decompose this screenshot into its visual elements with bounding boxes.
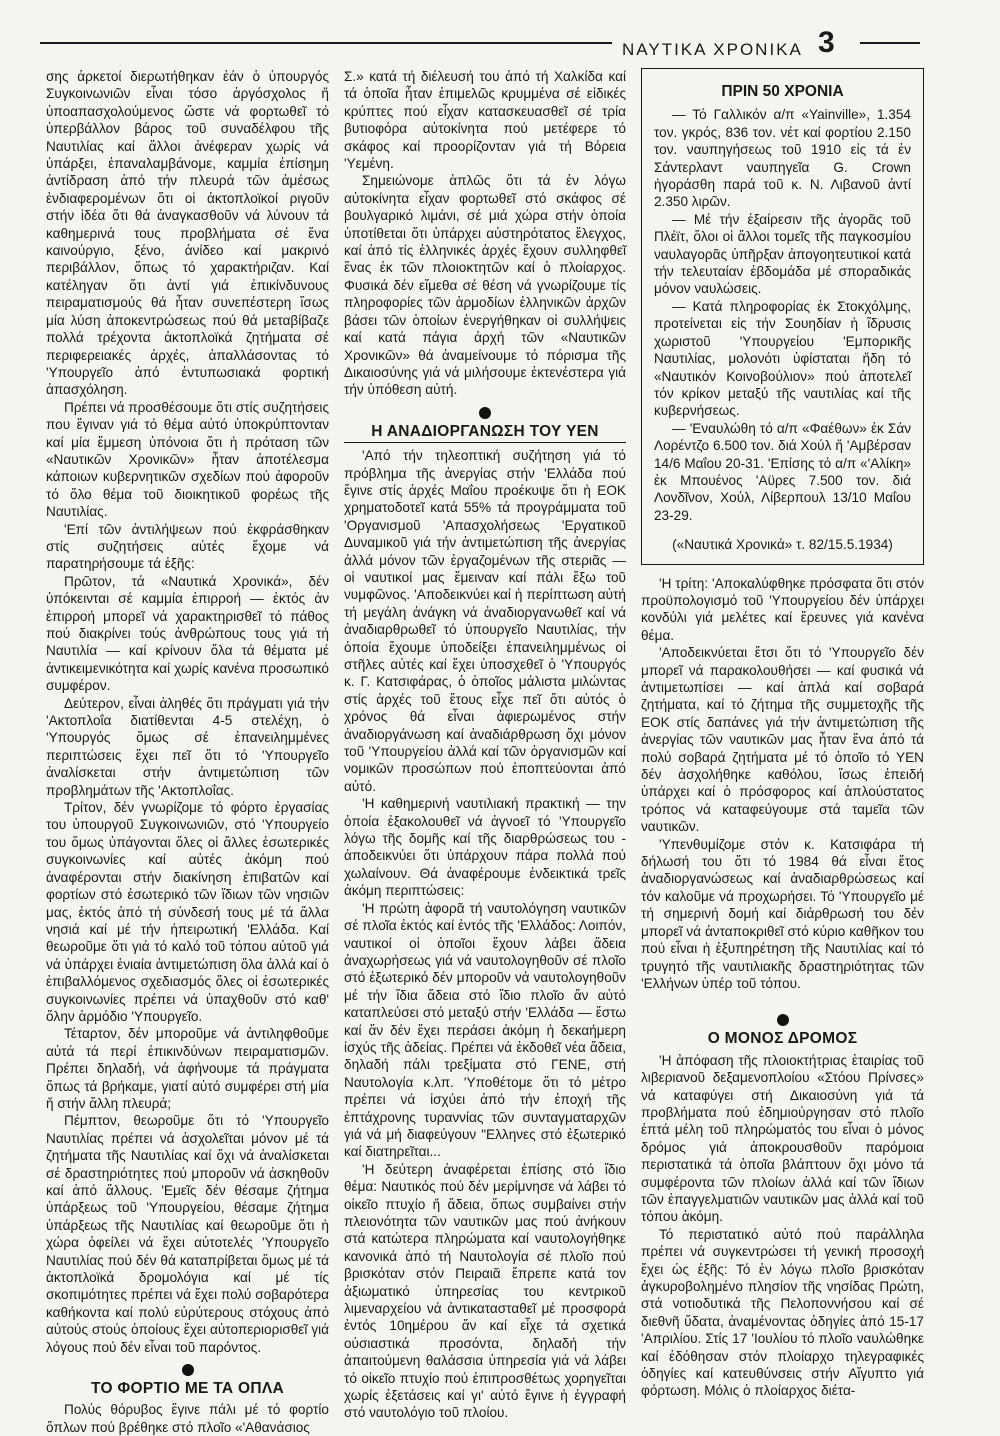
column-middle [344, 68, 626, 1422]
header-rule-left [40, 42, 612, 44]
paragraph: 'Αποδεικνύεται ἔτσι ὅτι τό 'Υπουργεῖο δέν μπορεῖ νά παρακολουθήσει — καί φυσικά νά ἀντιμετωπίσει — καί ἁπλά καί σοβαρά ζητήματα, καί τό ζήτημα τῆς συμμετοχῆς τῆς ΕΟΚ στίς δαπάνες γιά τήν ἀντιμετώπιση τῆς ἀνεργίας τῶν ναυτικῶν μας ἦταν ἕνα ἀπό τά πολύ σοβαρά ζητήματα μέ τό ὁποῖο τό ΥΕΝ δέν ἀσχολήθηκε καθόλου, ἴσως ἐπειδή ὑπάρχει καί ὁ πρόσφορος καί ἁπλούστατος τρόπος νά καταφεύγουμε στά ταμεῖα τῶν ναυτικῶν. [641, 645, 924, 835]
paragraph: Τρίτον, δέν γνωρίζομε τό φόρτο ἐργασίας του ὑπουργοῦ Συγκοινωνιῶν, στό 'Υπουργείο του ὅμως ὑπάγονται ὅλες οἱ ἄλλες ἐσωτερικές συγκοινωνίες καί αὐτές ἀκόμη πού ἀναφέρονται στήν διακίνηση ἐπιβατῶν καί φορτίων στό ἐσωτερικό τῶν ἴδιων τῶν νησιῶν μας, ἐκτός ἀπό τή σύνδεσή τους μέ τά ἄλλα νησιά καί μέ τήν ἠπειρωτική 'Ελλάδα. Καί θεωροῦμε ὅτι γιά τό καλό τοῦ τόπου αὐτοῦ γιά νά ὑπάρχει ἑνιαία ἀντιμετώπιση ὅλα ἀλλά καί ὁ ἐπιβαλλόμενος σχεδιασμός ὅλες οἱ ἐσωτερικές συγκοινωνίες πρέπει νά ὑπαχθοῦν στό καθ' ὅλην ἁρμόδιο 'Υπουργεῖο. [46, 800, 329, 1024]
history-box-title: ΠΡΙΝ 50 ΧΡΟΝΙΑ [721, 83, 844, 100]
paragraph: Τό περιστατικό αὐτό πού παράλληλα πρέπει νά συγκεντρώσει τή γενική προσοχή ἔχει ὡς ἑξῆς: Τό ἐν λόγω πλοῖο βρισκόταν ἀγκυροβολημένο πλησίον τῆς νησίδας Πρώτη, στά νοτιοδυτικά τῆς Πελοποννήσου καί σέ διεθνῆ ὕδατα, ἀναμένοντας ὁδηγίες ἀπό 15-17 'Απριλίου. Στίς 17 'Ιουλίου τό πλοῖο ναυλώθηκε καί ἐδόθησαν στόν πλοίαρχο τηλεγραφικές ὁδηγίες καί κατευθύνσεις στήν Αἴγυπτο γιά φόρτωση. Μόλις ὁ πλοίαρχος διέτα- [641, 1226, 924, 1399]
history-item: — Τό Γαλλικόν α/π «Yainville», 1.354 τον. γκρός, 836 τον. νέτ καί φορτίου 2.150 τον. ναυπηγήσεως τοῦ 1910 εἰς τά ἐν Σάντερλαντ ναυπηγεῖα G. Crown ἠγοράσθη παρά τοῦ κ. Ν. Λιβανοῦ ἀντί 2.350 λιρῶν. [654, 107, 911, 210]
section-heading-yen-reorganization: Η ΑΝΑΔΙΟΡΓΑΝΩΣΗ ΤΟΥ ΥΕΝ [344, 423, 626, 443]
section-bullet-icon [479, 407, 491, 419]
paragraph: 'Η πρώτη ἀφορᾶ τή ναυτολόγηση ναυτικῶν σέ πλοῖα ἐκτός καί ἐντός τῆς 'Ελλάδος: Λοιπόν, ναυτικοί οἱ ὁποῖοι ἔχουν λάβει ἄδεια ἀναχωρήσεως γιά νά ναυτολογηθοῦν σέ πλοῖο στό ἐξωτερικό δέν μποροῦν νά ναυτολογηθοῦν μέ τήν ἴδια ἄδεια στό ἴδιο πλοῖο ἄν αὐτό καταπλεύσει στό μεταξύ στήν 'Ελλάδα — ἔστω καί ἄν δέν ἔχει περάσει ἀκόμη ἡ δεκαήμερη ἰσχύς τῆς ἀδείας. Πρέπει νά ἐκδοθεῖ νέα ἄδεια, δηλαδή πάλι τρεξίματα στό ΓΕΝΕ, στή Ναυτολογία κ.λπ. 'Υποθέτομε ὅτι τό μέτρο πρέπει νά ἰσχύει ἀπό τήν ἐποχή τῆς ἐπτάχρονης τυραννίας τῶν συνταγματαρχῶν γιά νά μή διαφεύγουν "Ελληνες στό ἐξωτερικό καί διατηρεῖται... [344, 900, 626, 1160]
paragraph: Πρῶτον, τά «Ναυτικά Χρονικά», δέν ὑπόκεινται σέ καμμία ἐπιρροή — ἐκτός ἀν ἐπιρροή μπορεῖ νά χαρακτηρισθεῖ τό πάθος πού διακρίνει τούς ἀνθρώπους τους γιά τή Ναυτιλία — καί κρίνουν ὅλα τά θέματα μέ ἀντικειμενικότητα καί χωρίς κανένα προσωπικό συμφέρον. [46, 573, 329, 694]
column-left [46, 68, 329, 1436]
paragraph: Σ.» κατά τή διέλευσή του ἀπό τή Χαλκίδα καί τά ὁποῖα ἦταν ἐπιμελῶς κρυμμένα σέ εἰδικές κρύπτες πού εἶχαν κατασκευασθεῖ σέ τρία βυτιοφόρα αὐτοκίνητα πού μετέφερε τό σκάφος καί προορίζονταν γιά τή Βόρεια 'Υεμένη. [344, 69, 626, 172]
paragraph: 'Η τρίτη: 'Αποκαλύφθηκε πρόσφατα ὅτι στόν προϋπολογισμό τοῦ 'Υπουργείου δέν ὑπάρχει κονδύλι γιά μελέτες καί ἔρευνες γιά κανένα θέμα. [641, 575, 924, 643]
paragraph: Δεύτερον, εἶναι ἀληθές ὅτι πράγματι γιά τήν 'Ακτοπλοΐα διατίθενται 4-5 στελέχη, ὁ 'Υπουργός ὅμως σέ ἐπανειλημμένες περιπτώσεις ἔχει πεῖ ὅτι τό 'Υπουργεῖο ἀναλίσκεται στήν ἀντιμετώπιση τῶν προβλημάτων τῆς 'Ακτοπλοΐας. [46, 695, 329, 798]
paragraph: Τέταρτον, δέν μποροῦμε νά ἀντιληφθοῦμε αὐτά τά περί ἐπικινδύνων πειραματισμῶν. Πρέπει δηλαδή, νά ἀφήνουμε τά πράγματα ὅπως τά βρήκαμε, γιατί αὐτό συμφέρει στή μία ἤ στήν ἄλλη πλευρά; [46, 1026, 329, 1111]
header-rule-right [860, 42, 920, 44]
history-item: — 'Εναυλώθη τό α/π «Φαέθων» ἐκ Σάν Λορέντζο 6.500 τον. διά Χούλ ἤ 'Αμβέρσαν 14/6 Μαΐου 20-31. 'Επίσης τό α/π «'Αλίκη» ἐκ Μπουένος 'Αϋρες 7.500 τον. διά Λονδῖνον, Χούλ, Λίβερπουλ 13/10 Μαΐου 23-29. [654, 420, 911, 523]
paragraph: 'Η ἀπόφαση τῆς πλοιοκτήτριας ἑταιρίας τοῦ λιβεριανοῦ δεξαμενοπλοίου «Στόου Πρίνσες» νά καταφύγει στή Δικαιοσύνη γιά τά προβλήματα πού ἐδημιούργησαν στό πλοῖο ἑπτά μέλη τοῦ πληρώματός του εἶναι ὁ μόνος δρόμος γιά ἀποκρουσθοῦν παρόμοια περιστατικά τά ὁποῖα βλάπτουν ὄχι μόνο τά συμφέροντα τῶν πλοίων ἀλλά καί τῶν ἴδιων τῶν ἐπαγγελματιῶν ναυτικῶν μας ἀλλά καί τοῦ τόπου ἀκόμη. [641, 1052, 924, 1225]
paragraph: Πέμπτον, θεωροῦμε ὅτι τό 'Υπουργεῖο Ναυτιλίας πρέπει νά ἀσχολεῖται μόνον μέ τά ζητήματα τῆς Ναυτιλίας καί ὄχι νά ἀναλίσκεται σέ δραστηριότητες πού μποροῦν νά ἀσκηθοῦν καί ἀπό ἄλλους. 'Εμεῖς δέν θέσαμε ζήτημα ὑπάρξεως τοῦ 'Υπουργείου, θέσαμε ζήτημα ὑπάρξεως τῆς Ναυτιλίας καί θεωροῦμε ὅτι ἡ χώρα ὀφείλει νά ἔχει αὐτοτελές 'Υπουργεῖο Ναυτιλίας πού δέν θά καταπρίβεται ὅμως μέ τά ἀκτοπλοϊκά δρομολόγια καί μέ τίς σκοπιμότητες πρέπει νά ἔχει πολύ σοβαρότερα καθήκοντα καί πολύ εὐρύτερους στόχους ἀπό αὐτούς στούς ὁποίους ἔχει αὐτοπεριορισθεῖ γιά λόγους πού δέν εἶναι τοῦ παρόντος. [46, 1113, 329, 1355]
section-heading-only-way: Ο ΜΟΝΟΣ ΔΡΟΜΟΣ [707, 1030, 858, 1048]
section-bullet-icon [182, 1364, 194, 1376]
column-right [641, 68, 924, 1400]
paragraph: 'Επί τῶν ἀντιλήψεων πού ἐκφράσθηκαν στίς συζητήσεις αὐτές ἔχομε νά παρατηρήσουμε τά ἑξῆς: [46, 521, 329, 572]
paragraph: Πρέπει νά προσθέσουμε ὅτι στίς συζητήσεις που ἔγιναν γιά τό θέμα αὐτό ὑποκρύπτονταν καί μία ἔμμεση ὑπόνοια ὅτι ἡ πρόταση τῶν «Ναυτικῶν Χρονικῶν» ἦταν ἀποτέλεσμα κάποιων κυβερνητικῶν σχεδίων πού ἀφοροῦν τό ὅλο θέμα τοῦ διοικητικοῦ φορέως τῆς Ναυτιλίας. [46, 399, 329, 520]
paragraph: 'Η δεύτερη ἀναφέρεται ἐπίσης στό ἴδιο θέμα: Ναυτικός πού δέν μερίμνησε νά λάβει τό οἰκεῖο πτυχίο ἤ ἄδεια, ὅπως συμβαίνει στήν πλειονότητα τῶν ναυτικῶν μας πού ἀνήκουν στά κατώτερα πληρώματα καί ναυτολογήθηκε κανονικά ἀπό τή Ναυτολογία σέ πλοῖο πού βρισκόταν στόν Πειραιᾶ ἔπρεπε κατά τον ἀξιωματικό ὑπηρεσίας του κεντρικοῦ λιμεναρχείου νά ἀντικατασταθεῖ μέ προσφορά ἐντός 10ημέρου ἄν καί εἶχε τά σχετικά οὐσιαστικά προσόντα, δηλαδή τήν ἀπαιτούμενη θαλάσσια ὑπηρεσία γιά νά λάβει τό οἰκεῖο πτυχίο πού ἐπιπροσθέτως χορηγεῖται χωρίς ἐξετάσεις καί γι' αὐτό ἔγινε ἡ ἐγγραφή στό ναυτολόγιο τοῦ πλοίου. [344, 1161, 626, 1421]
paragraph: 'Από τήν τηλεοπτική συζήτηση γιά τό πρόβλημα τῆς ἀνεργίας στήν 'Ελλάδα πού ἔγινε στίς ἀρχές Μαΐου προέκυψε ὅτι ἡ ΕΟΚ χρηματοδοτεῖ κατά 55% τά προγράμματα τοῦ 'Οργανισμοῦ 'Απασχολήσεως 'Εργατικοῦ Δυναμικοῦ γιά τήν ἀντιμετώπιση τῆς ἀνεργίας ἀλλά μόνον τῶν ἐργαζομένων τῆς στεριᾶς — οἱ ναυτικοί μας ἔμειναν καί πάλι ἔξω τοῦ νυμφῶνος. 'Αποδεικνύει καί ἡ περίπτωση αὐτή τή μεγάλη ἀνάγκη νά ἀναδιοργανωθεῖ καί νά ἀναδιαρθρωθεῖ τό ὑπουργεῖο Ναυτιλίας, τήν ὁποία ἔχουμε ὑποδείξει ἐπανειλημμένως οἱ στῆλες αὐτές καί ἔχει ὑποσχεθεῖ ὁ 'Υπουργός κ. Γ. Κατσιφάρας, ὁ ὁποῖος μάλιστα μιλώντας στίς ἀρχές τοῦ ἔτους εἶχε πεῖ ὅτι αὐτός ὁ χρόνος θά εἶναι ἀφιερωμένος στήν ἀναδιοργάνωση καί ἀναδιάρθρωση ὄχι μόνον τοῦ 'Υπουργείου ἀλλά καί τῶν ὀργανισμῶν καί νομικῶν προσώπων πού ἐποπτεύονται ἀπό αὐτό. [344, 448, 626, 794]
header-title: ΝΑΥΤΙΚΑ ΧΡΟΝΙΚΑ [622, 40, 803, 59]
paragraph: σης ἀρκετοί διερωτήθηκαν ἐάν ὁ ὑπουργός Συγκοινωνιῶν εἶναι τόσο ἀργόσχολος ἤ ὑποαπασχολούμενος ὥστε νά φορτωθεῖ τό ὑπερβάλλον βάρος τοῦ συναδέλφου τῆς Ναυτιλίας καί ἄλλοι ἀνέφεραν χωρίς νά ὑπάρξει, ἐπαναλαμβάνομε, καμμία ἐπίσημη ἀντίδραση ἀπό τήν πλευρά τῶν ἀμέσως ἐνδιαφερομένων ὅτι οἱ ἀκτοπλοϊκοί ριγοῦν στήν ἰδέα ὅτι θά ἀναγκασθοῦν νά λύνουν τά καθημερινά τους προβλήματα σέ ἕνα καινούργιο, ξένο, ἀνίδεο καί μακρινό περιβάλλον, ὅπως τό χαρακτήριζαν. Καί κατέληγαν ὅτι ἀντί γιά ἐπικίνδυνους πειραματισμούς θά ἦταν συνεπέστερη ἴσως μία λύση ἀποκεντρώσεως πού θά μεταβίβαζε πολλά τρέχοντα ἀκτοπλοϊκά ζητήματα σέ περιφερειακές ἀρχές, ἀπαλλάσοντας τό 'Υπουργεῖο ἀπό ἐντυπωσιακά φορτική ἀπασχόληση. [46, 69, 329, 398]
history-item: — Μέ τήν ἐξαίρεσιν τῆς ἀγορᾶς τοῦ Πλέϊτ, ὅλοι οἱ ἄλλοι τομεῖς τῆς παγκοσμίου ναυλαγορᾶς ὑπῆρξαν ἀπογοητευτικοί κατά τήν τελευταίαν ἑβδομάδα μέ σποραδικάς μόνον ναυλώσεις. [654, 211, 911, 297]
section-heading-weapons-cargo: ΤΟ ΦΟΡΤΙΟ ΜΕ ΤΑ ΟΠΛΑ [91, 1380, 284, 1398]
paragraph: Σημειώνομε ἁπλῶς ὅτι τά ἐν λόγω αὐτοκίνητα εἶχαν φορτωθεῖ στό σκάφος σέ βουλγαρικό λιμάνι, σέ μιά χώρα στήν ὁποία ὑποτίθεται ὅτι ὑπάρχει αὐστηρότατος ἔλεγχος, καί ἀπό τίς ἑλληνικές ἀρχές ἔχουν συλληφθεῖ ἕνας ἐκ τῶν πλοιοκτητῶν καί ὁ πλοίαρχος. Φυσικά δέν εἴμεθα σέ θέση νά γνωρίζουμε τίς πληροφορίες τῶν ἁρμοδίων ἑλληνικῶν ἀρχῶν βάσει τῶν ὁποίων ἐνεργήθηκαν οἱ συλλήψεις καί κατά πάγια ἀρχή τῶν «Ναυτικῶν Χρονικῶν» θά ἀναμείνουμε τό πόρισμα τῆς Δικαιοσύνης γιά νά μιλήσουμε ἐκτενέστερα γιά τήν ὑπόθεση αὐτή. [344, 173, 626, 398]
history-box [641, 68, 924, 565]
paragraph: 'Η καθημερινή ναυτιλιακή πρακτική — την ὁποία ἐξακολουθεῖ νά ἀγνοεῖ τό 'Υπουργεῖο λόγω τῆς δομῆς καί τῆς διαρθρώσεως του - ἀποδεικνύει ὅτι ὑπάρχουν πάρα πολλά πού χωλαίνουν. Θά ἀναφέρουμε ἐνδεικτικά τρεῖς ἀκόμη περιπτώσεις: [344, 796, 626, 899]
history-source: («Ναυτικά Χρονικά» τ. 82/15.5.1934) [672, 537, 893, 553]
paragraph: Πολύς θόρυβος ἔγινε πάλι μέ τό φορτίο ὅπλων πού βρέθηκε στό πλοῖο «'Αθανάσιος [46, 1402, 329, 1435]
page-number: 3 [818, 26, 835, 59]
history-item: — Κατά πληροφορίας ἐκ Στοκχόλμης, προτείνεται εἰς τήν Σουηδίαν ἡ ἵδρυσις χωριστοῦ 'Υπουργείου 'Εμπορικῆς Ναυτιλίας, μολονότι ὑφίσταται ἤδη τό «Ναυτικόν Κοινοβούλιον» πού ἀποτελεῖ τόν κρίκον μεταξύ τῆς ναυτιλίας καί τῆς κυβερνήσεως. [654, 298, 911, 419]
section-bullet-icon [777, 1014, 789, 1026]
paragraph: 'Υπενθυμίζομε στόν κ. Κατσιφάρα τή δήλωσή του ὅτι τό 1984 θά εἶναι ἔτος ἀναδιοργανώσεως καί ἀναδιαρθρώσεως καί τόν καλοῦμε νά προχωρήσει. Τό 'Υπουργεῖο μέ τή σημερινή δομή καί διάρθρωσή του δέν μπορεῖ νά ἀνταποκριθεῖ στό κύριο καθῆκον του πού εἶναι ἡ ἐξυπηρέτηση τῆς Ναυτιλίας καί τό τρυγητό τῆς ναυτιλιακῆς δραστηριότητας τῶν 'Ελλήνων ὑπέρ τοῦ τόπου. [641, 836, 924, 991]
